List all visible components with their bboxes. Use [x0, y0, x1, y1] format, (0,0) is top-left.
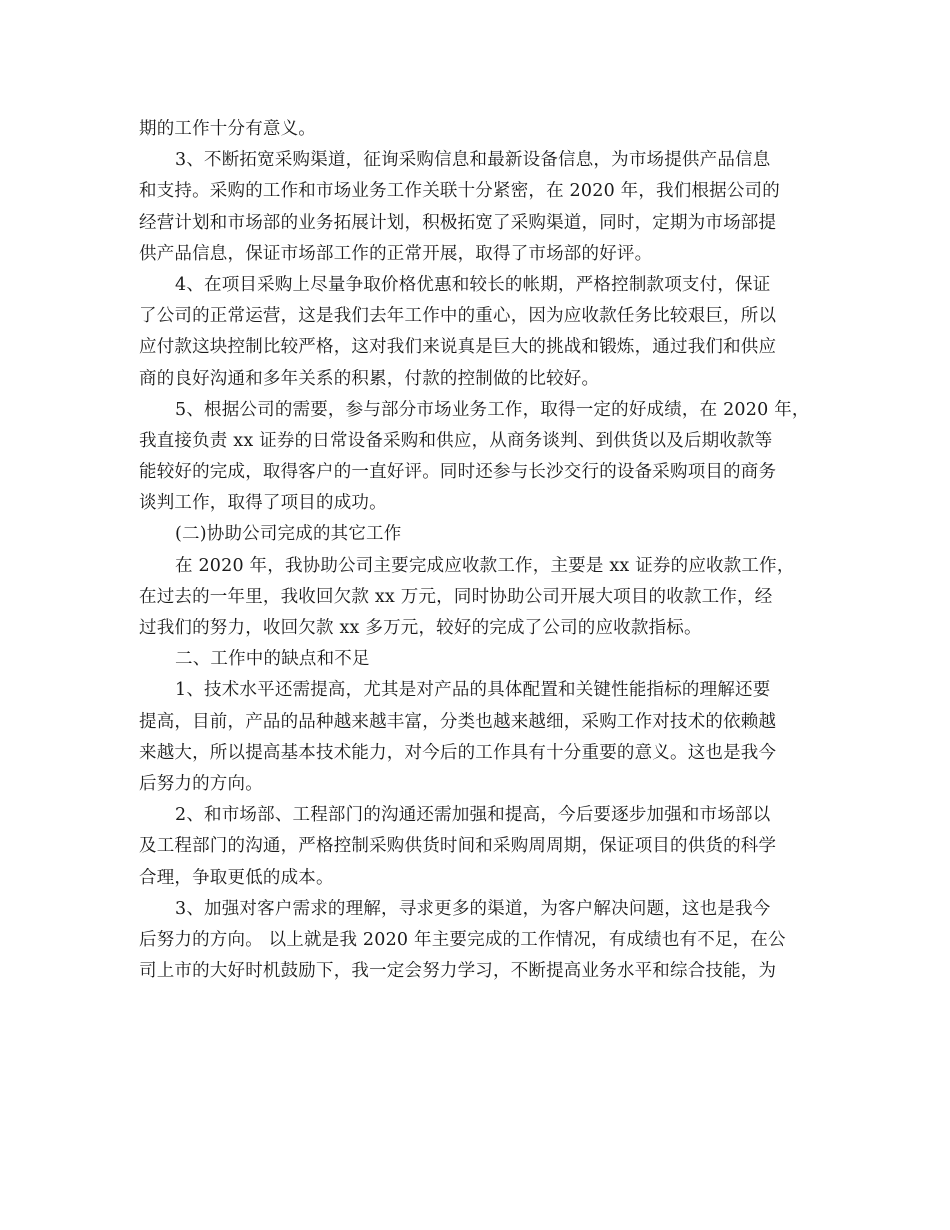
text-line: 3、不断拓宽采购渠道，征询采购信息和最新设备信息，为市场提供产品信息 [175, 150, 771, 171]
text-line: 来越大，所以提高基本技术能力，对今后的工作具有十分重要的意义。这也是我今 [139, 742, 777, 763]
text-line: 和支持。采购的工作和市场业务工作关联十分紧密，在 2020 年，我们根据公司的 [139, 181, 780, 202]
text-line: 我直接负责 xx 证券的日常设备采购和供应，从商务谈判、到供货以及后期收款等 [139, 430, 773, 451]
text-line: 期的工作十分有意义。 [139, 119, 316, 139]
text-line: 合理，争取更低的成本。 [139, 867, 334, 888]
text-line: 5、根据公司的需要，参与部分市场业务工作，取得一定的好成绩，在 2020 年， [175, 399, 810, 420]
text-line: 谈判工作，取得了项目的成功。 [139, 493, 387, 514]
text-line: 2、和市场部、工程部门的沟通还需加强和提高，今后要逐步加强和市场部以 [175, 805, 771, 826]
text-line: 过我们的努力，收回欠款 xx 多万元，较好的完成了公司的应收款指标。 [139, 618, 702, 638]
text-line: (二)协助公司完成的其它工作 [175, 524, 402, 545]
text-line: 提高，目前，产品的品种越来越丰富，分类也越来越细，采购工作对技术的依赖越 [139, 711, 777, 732]
text-line: 商的良好沟通和多年关系的积累，付款的控制做的比较好。 [139, 368, 600, 389]
text-line: 及工程部门的沟通，严格控制采购供货时间和采购周周期，保证项目的供货的科学 [139, 836, 777, 857]
text-line: 供产品信息，保证市场部工作的正常开展，取得了市场部的好评。 [139, 243, 653, 264]
text-line: 能较好的完成，取得客户的一直好评。同时还参与长沙交行的设备采购项目的商务 [139, 462, 777, 483]
text-line: 3、加强对客户需求的理解，寻求更多的渠道，为客户解决问题，这也是我今 [175, 898, 771, 919]
text-line: 二、工作中的缺点和不足 [175, 649, 370, 670]
text-line: 4、在项目采购上尽量争取价格优惠和较长的帐期，严格控制款项支付，保证 [175, 274, 771, 295]
text-line: 在过去的一年里，我收回欠款 xx 万元，同时协助公司开展大项目的收款工作，经 [139, 586, 773, 607]
text-line: 司上市的大好时机鼓励下，我一定会努力学习，不断提高业务水平和综合技能，为 [139, 961, 777, 982]
text-line: 后努力的方向。 [139, 773, 263, 794]
text-line: 经营计划和市场部的业务拓展计划，积极拓宽了采购渠道，同时，定期为市场部提 [139, 212, 777, 233]
text-line: 应付款这块控制比较严格，这对我们来说真是巨大的挑战和锻炼，通过我们和供应 [139, 337, 777, 358]
text-line: 在 2020 年，我协助公司主要完成应收款工作，主要是 xx 证券的应收款工作， [175, 555, 795, 576]
text-line: 后努力的方向。 以上就是我 2020 年主要完成的工作情况，有成绩也有不足，在公 [139, 929, 786, 950]
text-line: 1、技术水平还需提高，尤其是对产品的具体配置和关键性能指标的理解还要 [175, 680, 771, 701]
document-body [139, 114, 817, 987]
text-line: 了公司的正常运营，这是我们去年工作中的重心，因为应收款任务比较艰巨，所以 [139, 306, 777, 327]
